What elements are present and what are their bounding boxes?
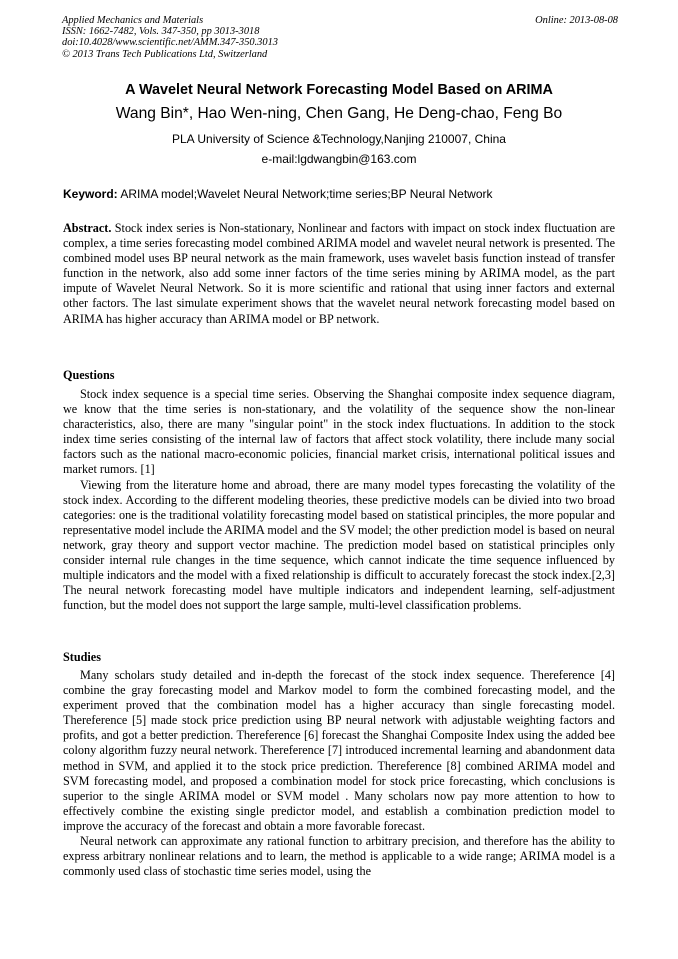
paragraph: Viewing from the literature home and abroad, there are many model types forecasting the volatility of the stock index. According to the different modeling theories, these predictive models can be divied into two broad categories: one is the traditional volatility forecasting model based on statistical principles, the more popular and representative model include the ARIMA model and the SV model; the other prediction model is based on neural network, gray theory and support vector machine. The prediction model based on statistical principles only consider internal rule changes in the time sequence, which cannot indicate the time sequence influenced by multiple indicators and the model with a fixed relationship is difficult to accurately forecast the stock index.[2,3] The neural network forecasting model have multiple indicators and independent learning, self-adjustment function, but the model does not support the large sample, multi-level classification problems. [63, 477, 615, 613]
paper-title: A Wavelet Neural Network Forecasting Model Based on ARIMA [125, 82, 553, 98]
keywords-text: ARIMA model;Wavelet Neural Network;time series;BP Neural Network [117, 187, 493, 201]
journal-header [62, 15, 622, 60]
online-date: Online: 2013-08-08 [535, 15, 618, 26]
journal-doi: doi:10.4028/www.scientific.net/AMM.347-350.3013 [62, 37, 278, 49]
section-heading-questions: Questions [63, 368, 115, 382]
section-studies-body [63, 668, 615, 879]
keywords-label: Keyword: [63, 187, 118, 201]
author-affiliation: PLA University of Science &Technology,Nanjing 210007, China [172, 132, 506, 146]
section-heading-studies: Studies [63, 650, 101, 664]
keywords-line [63, 187, 623, 201]
abstract-label: Abstract. [63, 221, 112, 235]
abstract [63, 221, 615, 327]
journal-name: Applied Mechanics and Materials [62, 15, 204, 26]
paragraph: Stock index sequence is a special time series. Observing the Shanghai composite index sequence diagram, we know that the time series is non-stationary, and the volatility of the sequence show the non-linear characteristics, also, there are many "singular point" in the stock index fluctuations. In addition to the stock index time series consisting of the internal law of factors that affect stock volatility, there include many social factors such as the national macro-economic policies, financial market crisis, international political issues and market rumors. [1] [63, 387, 615, 477]
journal-issn: ISSN: 1662-7482, Vols. 347-350, pp 3013-3018 [62, 26, 260, 38]
abstract-text: Stock index series is Non-stationary, Nonlinear and factors with impact on stock index fluctuation are complex, a time series forecasting model combined ARIMA model and wavelet neural network is presented. The combined model uses BP neural network as the main framework, uses wavelet basis function instead of transfer function in the network, also add some inner factors of the time series mining by ARIMA model, as the part impute of Wavelet Neural Network. So it is more scientific and rational that using inner factors and external other factors. The last simulate experiment shows that the wavelet neural network forecasting model based on ARIMA has higher accuracy than ARIMA model or BP network. [63, 221, 615, 326]
journal-copyright: © 2013 Trans Tech Publications Ltd, Switzerland [62, 48, 268, 60]
paper-authors: Wang Bin*, Hao Wen-ning, Chen Gang, He Deng-chao, Feng Bo [115, 105, 563, 122]
paragraph: Neural network can approximate any rational function to arbitrary precision, and therefore has the ability to express arbitrary nonlinear relations and to learn, the method is applicable to a wide range; ARIMA model is a commonly used class of stochastic time series model, using the [63, 834, 615, 879]
author-email: e-mail:lgdwangbin@163.com [261, 152, 417, 166]
paragraph: Many scholars study detailed and in-depth the forecast of the stock index sequence. Thereference [4] combine the gray forecasting model and Markov model to form the combined forecasting model, and the experiment proved that the combination model has a higher accuracy than single forecasting model. Thereference [5] made stock price prediction using BP neural network with adjustable weighting factors and profits, and got a better prediction. Thereference [6] forecast the Shanghai Composite Index using the added bee colony algorithm fuzzy neural network. Thereference [7] introduced incremental learning and abandonment data method in SVM, and applied it to the stock price prediction. Thereference [8] combined ARIMA model and SVM forecasting model, and proposed a combination model for stock price forecasting, which conclusions is superior to the single ARIMA model or SVM model . Many scholars now pay more attention to how to effectively combine the existing single predictor model, and establish a combination prediction model to improve the accuracy of the forecast and obtain a more favorable forecast. [63, 668, 615, 833]
section-questions-body [63, 387, 615, 613]
